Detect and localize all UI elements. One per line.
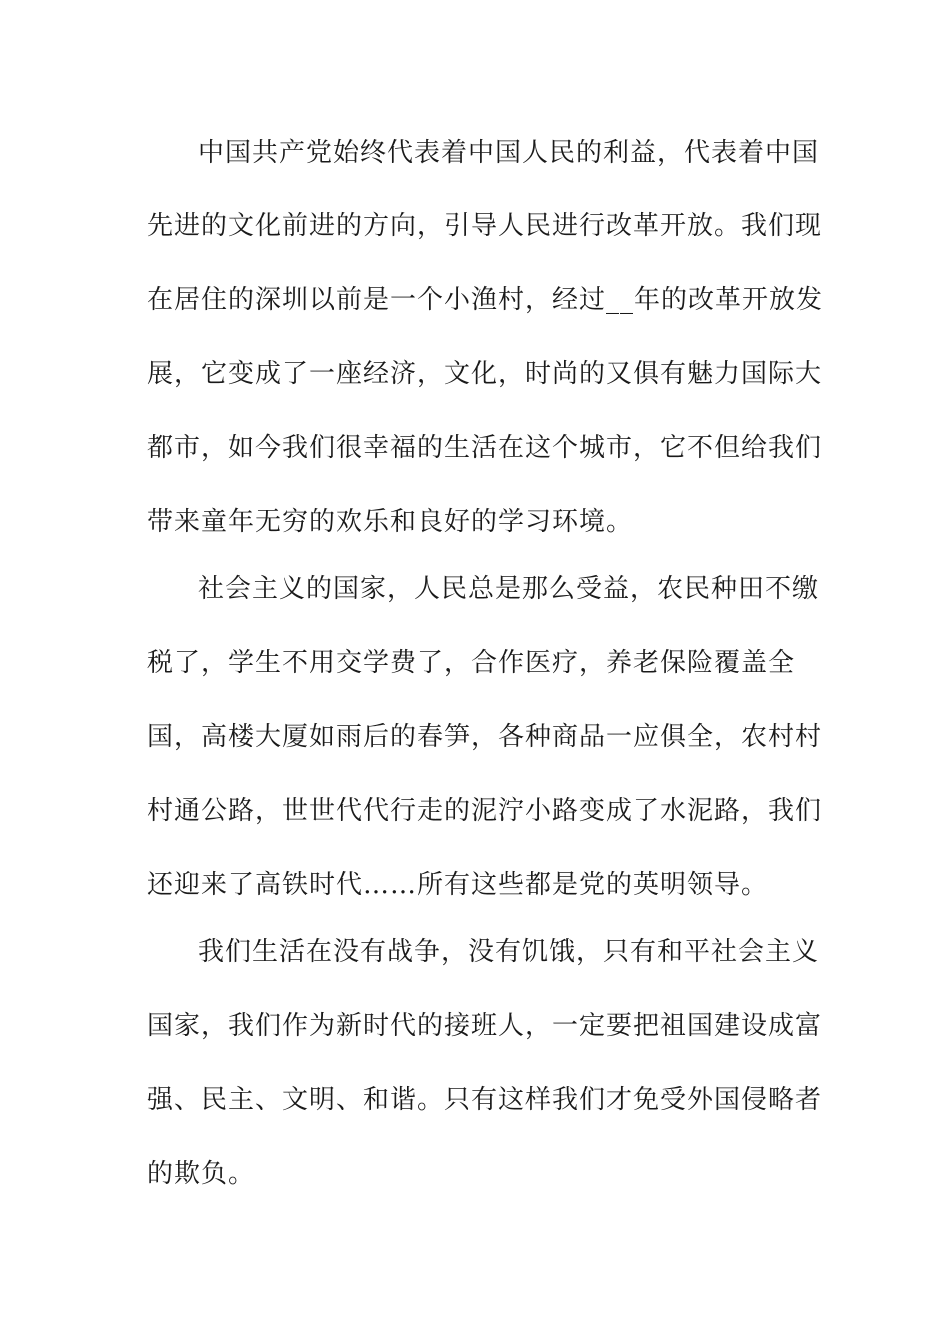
text-line: 国家，我们作为新时代的接班人，一定要把祖国建设成富: [147, 1011, 823, 1041]
text-line: 税了，学生不用交学费了，合作医疗，养老保险覆盖全: [147, 648, 796, 678]
text-line: 我们生活在没有战争，没有饥饿，只有和平社会主义: [198, 937, 820, 967]
text-line: 先进的文化前进的方向，引导人民进行改革开放。我们现: [147, 211, 823, 241]
text-line: 的欺负。: [147, 1159, 256, 1189]
text-line: 社会主义的国家，人民总是那么受益，农民种田不缴: [198, 574, 820, 604]
text-line: 在居住的深圳以前是一个小渔村，经过__年的改革开放发: [147, 285, 824, 315]
text-line: 中国共产党始终代表着中国人民的利益，代表着中国: [198, 138, 820, 168]
text-line: 展，它变成了一座经济，文化，时尚的又俱有魅力国际大: [147, 359, 823, 389]
text-line: 带来童年无穷的欢乐和良好的学习环境。: [147, 507, 634, 537]
text-line: 强、民主、文明、和谐。只有这样我们才免受外国侵略者: [147, 1085, 823, 1115]
text-line: 村通公路，世世代代行走的泥泞小路变成了水泥路，我们: [147, 796, 823, 826]
text-line: 都市，如今我们很幸福的生活在这个城市，它不但给我们: [147, 433, 823, 463]
text-line: 还迎来了高铁时代……所有这些都是党的英明领导。: [147, 870, 769, 900]
text-line: 国，高楼大厦如雨后的春笋，各种商品一应俱全，农村村: [147, 722, 823, 752]
